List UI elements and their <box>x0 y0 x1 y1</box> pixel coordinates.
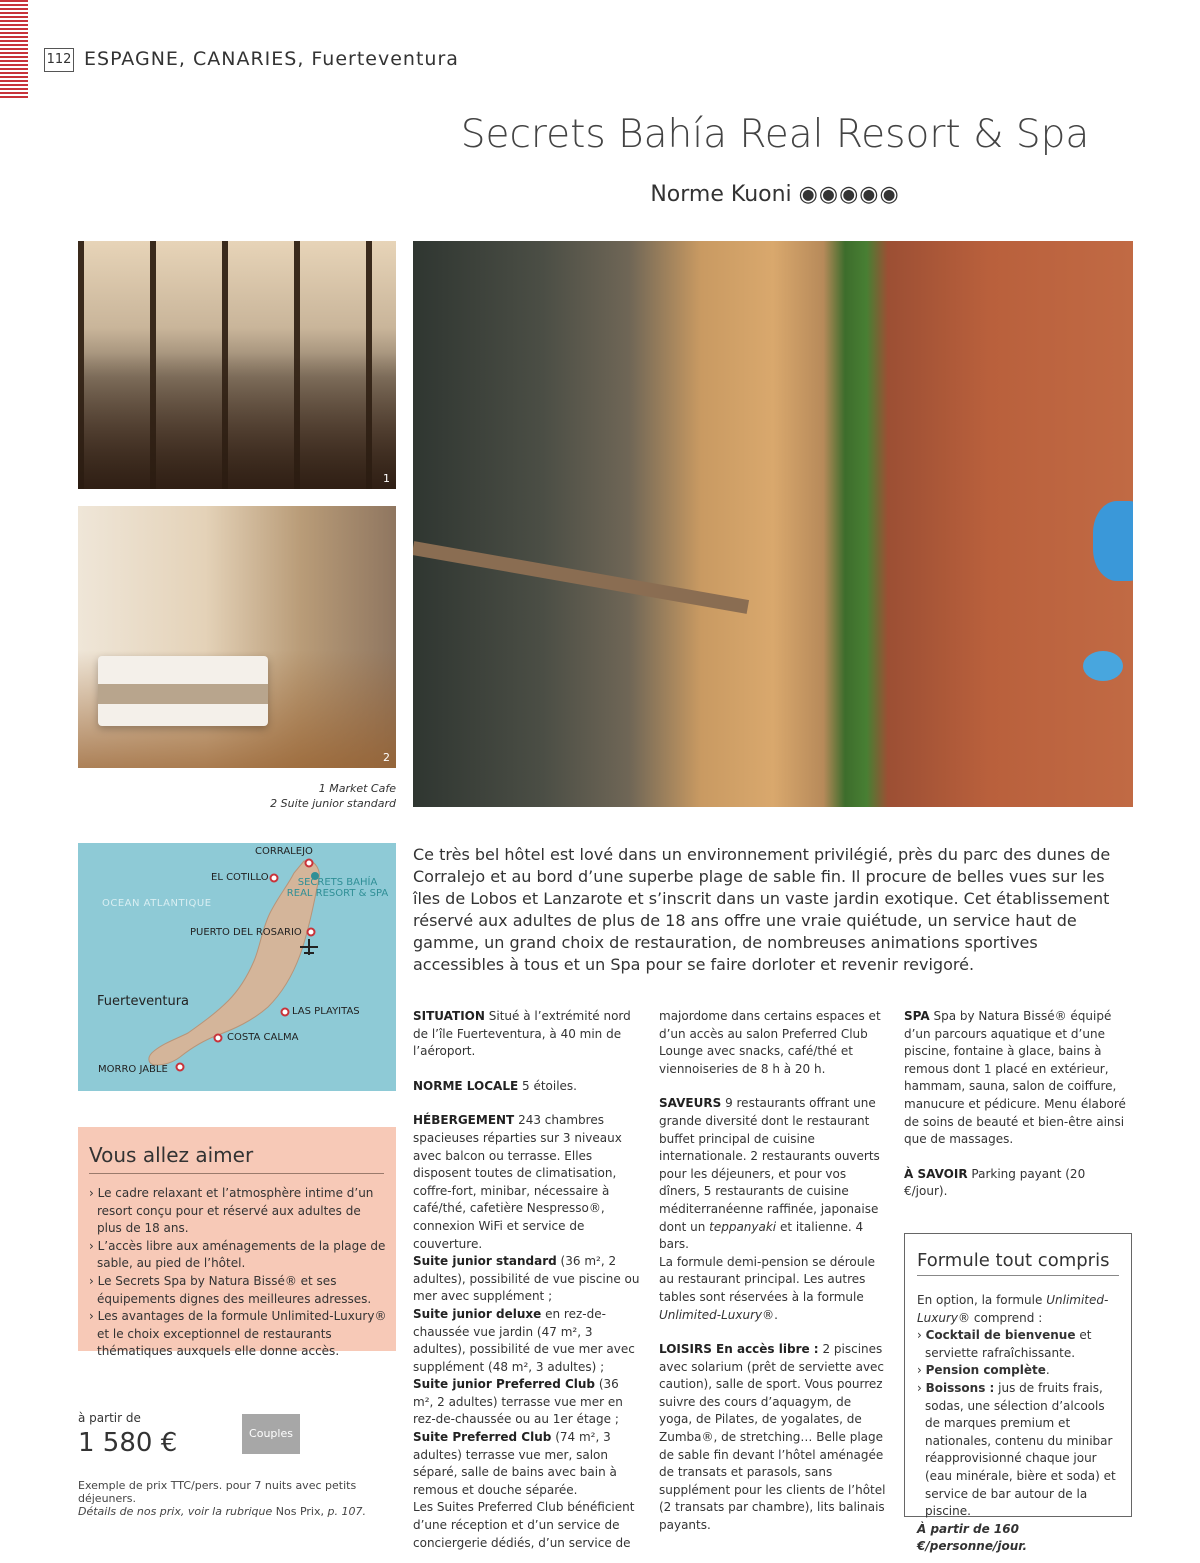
section-hebergement <box>413 1112 641 1253</box>
page-number: 112 <box>44 48 74 72</box>
map-fuerteventura <box>78 843 396 1091</box>
section-loisirs <box>659 1341 887 1535</box>
suite-deluxe <box>413 1306 641 1376</box>
photo-market-cafe <box>78 241 396 489</box>
list-item: › Boissons : jus de fruits frais, sodas, une sélection d’alcools de marques premium et nationales, contenu du minibar réapprovisionné chaque jour (eau minérale, bière et soda) et service de bar autour de la piscine. <box>917 1380 1116 1519</box>
intro-post: comprend : <box>973 1310 1043 1325</box>
text-saveurs-end: et italienne. 4 bars. <box>659 1219 864 1252</box>
section-formule <box>659 1254 887 1324</box>
section-a-savoir <box>904 1166 1132 1201</box>
all-inclusive-box <box>904 1233 1132 1554</box>
all-inclusive-price-text: À partir de 160 €/personne/jour. <box>917 1521 1028 1554</box>
town-dot <box>271 875 278 882</box>
details-column-1 <box>413 1008 641 1552</box>
details-column-2 <box>659 1008 887 1552</box>
item-boissons-text: jus de fruits frais, sodas, une sélection d’alcools de marques premium et nationales, contenu du minibar réapprovisionné chaque jour (eau minérale, bière et soda) et service de bar autour de la piscine. <box>925 1380 1116 1519</box>
photo-captions <box>200 781 396 811</box>
heading-spa: SPA <box>904 1009 930 1023</box>
all-inclusive-title: Formule tout compris <box>917 1250 1119 1276</box>
pier-shape <box>413 541 749 614</box>
bed-runner-shape <box>98 684 268 704</box>
photo-suite-junior <box>78 506 396 768</box>
section-spa <box>904 1008 1132 1149</box>
list-item: › Le cadre relaxant et l’atmosphère intime d’un resort conçu pour et réservé aux adultes de plus de 18 ans. <box>89 1186 374 1236</box>
map-label-ocean: OCEAN ATLANTIQUE <box>102 898 212 909</box>
suite-preferred <box>413 1429 641 1499</box>
highlights-title: Vous allez aimer <box>89 1143 384 1174</box>
map-label-morro-jable: MORRO JABLE <box>98 1064 168 1075</box>
price-note-line-2 <box>78 1505 378 1518</box>
section-saveurs <box>659 1095 887 1253</box>
map-label-las-playitas: LAS PLAYITAS <box>292 1006 360 1017</box>
rating-label: Norme Kuoni <box>650 182 792 207</box>
text-teppanyaki: teppanyaki <box>709 1219 777 1234</box>
map-label-costa-calma: COSTA CALMA <box>227 1032 299 1043</box>
intro-formula: Unlimited-Luxury® <box>917 1293 1109 1325</box>
photo-aerial-resort <box>413 241 1133 807</box>
suite-preferred-benefits: Les Suites Preferred Club bénéficient d’une réception et d’un service de conciergerie dédiés, d’un service de <box>413 1500 635 1550</box>
text-formule-end: . <box>774 1307 778 1322</box>
section-situation <box>413 1008 641 1061</box>
suite-deluxe-text: en rez-de-chaussée vue jardin (47 m², 3 adultes), possibilité de vue mer avec supplément (48 m², 3 adultes) ; <box>413 1306 635 1374</box>
caption-2: 2 Suite junior standard <box>270 797 396 810</box>
all-inclusive-intro <box>917 1292 1123 1327</box>
map-label-el-cotillo: EL COTILLO <box>211 872 269 883</box>
text-formule: La formule demi-pension se déroule au restaurant principal. Les autres tables sont réservées à la formule <box>659 1254 876 1304</box>
heading-hebergement: HÉBERGEMENT <box>413 1113 515 1128</box>
map-label-resort <box>285 877 390 899</box>
highlights-list <box>89 1185 387 1361</box>
town-dot <box>282 1009 289 1016</box>
price-note <box>78 1479 378 1518</box>
town-dot <box>177 1064 184 1071</box>
heading-saveurs: SAVEURS <box>659 1096 722 1111</box>
photo-number: 1 <box>383 472 390 485</box>
heading-norme: NORME LOCALE <box>413 1078 519 1093</box>
price-amount: 1 580 € <box>78 1428 178 1458</box>
price-note-rubrique[interactable]: Nos Prix, <box>275 1505 324 1518</box>
item-pension-text: . <box>1045 1363 1050 1378</box>
details-column-3 <box>904 1008 1132 1218</box>
text-loisirs: 2 piscines avec solarium (prêt de serviette avec caution), salle de sport. Vous pourrez suivre des cours d’aquagym, de yoga, de Pilates, de yogalates, de Zumba®, de stretching… Belle plage de sable fin devant l’hôtel aménagée de transats et parasols, sans supplément pour les clients de l’hôtel (2 transats par chambre), lits balinais payants. <box>659 1342 886 1533</box>
suite-preferred-text: (74 m², 3 adultes) terrasse vue mer, salon séparé, salle de bains avec bain à remous et douche séparée. <box>413 1430 617 1497</box>
intro-text: Ce très bel hôtel est lové dans un environnement privilégié, près du parc des dunes de Corralejo et au bord d’une superbe plage de sable fin. Il procure de belles vues sur les îles de Lobos et Lanzarote et s’inscrit dans un vaste jardin exotique. Cet établissement réservé aux adultes de plus de 18 ans offre une vraie quiétude, un service haut de gamme, un grand choix de restauration, de nombreuses animations sportives accessibles à tous et un Spa pour se faire dorloter et revenir revigoré. <box>413 845 1111 974</box>
pool-shape <box>1083 651 1123 681</box>
price-note-details: Détails de nos prix, voir la rubrique <box>78 1505 273 1518</box>
caption-1: 1 Market Cafe <box>318 782 396 795</box>
item-pension: Pension complète <box>925 1363 1046 1378</box>
all-inclusive-price <box>917 1521 1123 1556</box>
list-item: › Le Secrets Spa by Natura Bissé® et ses équipements dignes des meilleures adresses. <box>89 1273 372 1306</box>
suite-preferred-name: Suite Preferred Club <box>413 1430 552 1445</box>
item-cocktail: Cocktail de bienvenue <box>925 1328 1076 1343</box>
resort-line-1: SECRETS BAHÍA <box>297 877 378 888</box>
map-label-island: Fuerteventura <box>97 994 190 1009</box>
town-dot <box>215 1035 222 1042</box>
map-label-corralejo: CORRALEJO <box>255 846 313 857</box>
suite-standard-name: Suite junior standard <box>413 1254 557 1269</box>
section-norme <box>413 1078 641 1096</box>
suite-deluxe-name: Suite junior deluxe <box>413 1306 542 1321</box>
decorative-stripes <box>0 0 28 100</box>
list-item: › Cocktail de bienvenue et serviette rafraîchissante. <box>917 1328 1092 1360</box>
resort-line-2: REAL RESORT & SPA <box>286 888 389 899</box>
couples-badge: Couples <box>242 1414 300 1454</box>
heading-loisirs: LOISIRS En accès libre : <box>659 1342 819 1357</box>
suite-standard-text: (36 m², 2 adultes), possibilité de vue piscine ou mer avec supplément ; <box>413 1254 640 1304</box>
list-item: › L’accès libre aux aménagements de la plage de sable, au pied de l’hôtel. <box>89 1238 386 1271</box>
town-dot <box>306 860 313 867</box>
price-note-line-1: Exemple de prix TTC/pers. pour 7 nuits avec petits déjeuners. <box>78 1479 357 1505</box>
text-saveurs: 9 restaurants offrant une grande diversité dont le restaurant buffet principal de cuisine internationale. 2 restaurants ouverts pour les déjeuners, et pour vos dîners, 5 restaurants de cuisine méditerranéenne raffinée, japonaise dont un <box>659 1096 880 1234</box>
price-from-label: à partir de <box>78 1411 141 1425</box>
list-item: › Les avantages de la formule Unlimited-Luxury® et le choix exceptionnel de restaurants thématiques auxquels elle donne accès. <box>89 1309 387 1359</box>
intro-pre: En option, la formule <box>917 1293 1043 1307</box>
price-note-page: p. 107. <box>327 1505 366 1518</box>
text-spa: Spa by Natura Bissé® équipé d’un parcours aquatique et d’une piscine, fontaine à glace, bains à remous dont 1 placé en extérieur, hammam, sauna, salon de coiffure, manucure et pédicure. Menu élaboré de soins de beauté et bien-être ainsi que de massages. <box>904 1009 1126 1147</box>
list-item: › Pension complète. <box>917 1363 1050 1378</box>
suite-junior-preferred-name: Suite junior Preferred Club <box>413 1377 596 1392</box>
text-situation: Situé à l’extrémité nord de l’île Fuerteventura, à 40 min de l’aéroport. <box>413 1009 631 1059</box>
text-unlimited-luxury: Unlimited-Luxury® <box>659 1307 775 1322</box>
preferred-continued: majordome dans certains espaces et d’un accès au salon Preferred Club Lounge avec snacks, café/thé et viennoiseries de 8 h à 20 h. <box>659 1009 881 1076</box>
item-cocktail-text: et serviette rafraîchissante. <box>925 1328 1092 1360</box>
suite-junior-preferred-text: (36 m², 2 adultes) terrasse vue mer en rez-de-chaussée ou au 1er étage ; <box>413 1377 623 1427</box>
text-norme: 5 étoiles. <box>522 1078 577 1093</box>
suite-junior-preferred <box>413 1376 641 1429</box>
rating <box>430 182 1120 207</box>
text-hebergement: 243 chambres spacieuses réparties sur 3 niveaux avec balcon ou terrasse. Elles disposent toutes de climatisation, coffre-fort, minibar, nécessaire à café/thé, cafetière Nespresso®, connexion WiFi et service de couverture. <box>413 1113 622 1251</box>
map-label-puerto-del-rosario: PUERTO DEL ROSARIO <box>190 927 302 938</box>
highlights-box <box>78 1127 396 1359</box>
all-inclusive-body <box>917 1292 1123 1556</box>
item-boissons: Boissons : <box>925 1380 995 1395</box>
page-title: Secrets Bahía Real Resort & Spa <box>460 112 1090 157</box>
breadcrumb: ESPAGNE, CANARIES, Fuerteventura <box>84 48 459 70</box>
heading-a-savoir: À SAVOIR <box>904 1166 968 1181</box>
pool-shape <box>1093 501 1133 581</box>
text-a-savoir: Parking payant (20 €/jour). <box>904 1166 1086 1199</box>
photo-number: 2 <box>383 751 390 764</box>
suite-standard <box>413 1253 641 1306</box>
town-dot <box>308 929 315 936</box>
heading-situation: SITUATION <box>413 1009 485 1023</box>
rating-symbols-icon: ◉◉◉◉◉ <box>798 182 900 207</box>
